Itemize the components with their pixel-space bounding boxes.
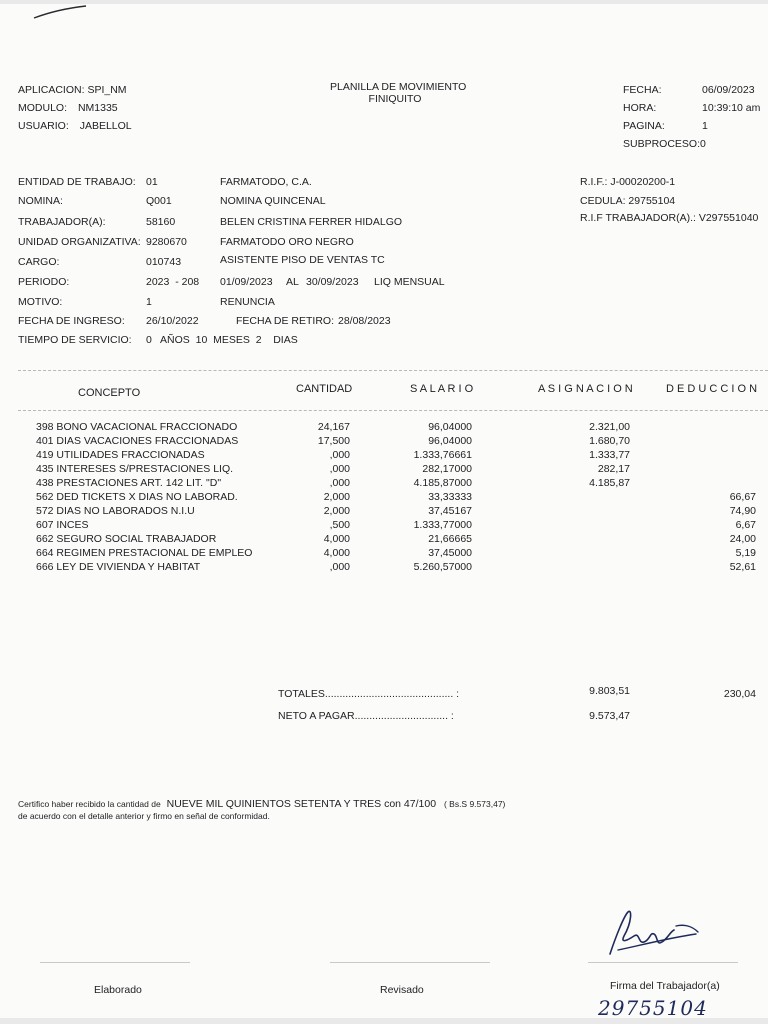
- row-salario: 21,66665: [428, 533, 472, 545]
- title-line-1: PLANILLA DE MOVIMIENTO: [330, 81, 467, 93]
- cargo-label: CARGO:: [18, 256, 60, 268]
- total-asignacion: 9.803,51: [589, 685, 630, 697]
- cargo-code: 010743: [146, 256, 182, 268]
- row-concepto: 562 DED TICKETS X DIAS NO LABORAD.: [36, 491, 238, 503]
- row-concepto: 666 LEY DE VIVIENDA Y HABITAT: [36, 561, 201, 573]
- row-asignacion: 282,17: [597, 463, 630, 475]
- row-asignacion: 2.321,00: [589, 421, 630, 433]
- row-cantidad: ,000: [329, 561, 350, 573]
- row-deduccion: 74,90: [729, 505, 756, 517]
- pagina-value: 1: [702, 120, 708, 132]
- row-cantidad: ,500: [329, 519, 350, 531]
- signature-line-elaborado: [40, 962, 190, 963]
- row-salario: 96,04000: [428, 421, 472, 433]
- row-deduccion: 5,19: [735, 547, 756, 559]
- hora-label: HORA:: [623, 102, 657, 114]
- entidad-code: 01: [146, 176, 158, 188]
- certification-prefix: Certifico haber recibido la cantidad de: [18, 799, 161, 809]
- servicio-value: 0 AÑOS 10 MESES 2 DIAS: [146, 334, 298, 346]
- periodo-to: 30/09/2023: [306, 276, 359, 288]
- table-row: [0, 533, 768, 545]
- row-cantidad: 24,167: [317, 421, 350, 433]
- row-salario: 282,17000: [422, 463, 472, 475]
- col-deduccion: D E D U C C I O N: [666, 383, 758, 395]
- row-concepto: 662 SEGURO SOCIAL TRABAJADOR: [36, 533, 217, 545]
- row-asignacion: 1.333,77: [589, 449, 630, 461]
- row-asignacion: 4.185,87: [589, 477, 630, 489]
- col-salario: S A L A R I O: [410, 383, 474, 395]
- row-cantidad: 2,000: [323, 505, 350, 517]
- row-salario: 1.333,76661: [413, 449, 472, 461]
- row-deduccion: 52,61: [729, 561, 756, 573]
- pagina-label: PAGINA:: [623, 120, 665, 132]
- rif-trabajador-text: R.I.F TRABAJADOR(A).: V297551040: [580, 212, 759, 224]
- table-row: [0, 435, 768, 447]
- neto-label: NETO A PAGAR................................ :: [278, 710, 454, 722]
- cedula-text: CEDULA: 29755104: [580, 195, 676, 207]
- header-module-line: [18, 102, 118, 114]
- row-concepto: 607 INCES: [36, 519, 89, 531]
- row-concepto: 572 DIAS NO LABORADOS N.I.U: [36, 505, 195, 517]
- row-concepto: 401 DIAS VACACIONES FRACCIONADAS: [36, 435, 239, 447]
- entidad-label: ENTIDAD DE TRABAJO:: [18, 176, 136, 188]
- periodo-from: 01/09/2023: [220, 276, 273, 288]
- row-cantidad: ,000: [329, 477, 350, 489]
- cargo-value: ASISTENTE PISO DE VENTAS TC: [220, 254, 385, 266]
- signature-line-trabajador: [588, 962, 738, 963]
- row-salario: 37,45167: [428, 505, 472, 517]
- page-title: [330, 81, 467, 105]
- table-row: [0, 561, 768, 573]
- certification-line-2: de acuerdo con el detalle anterior y firmo en señal de conformidad.: [18, 811, 270, 821]
- trabajador-value: BELEN CRISTINA FERRER HIDALGO: [220, 216, 403, 228]
- table-row: [0, 505, 768, 517]
- motivo-value: RENUNCIA: [220, 296, 275, 308]
- row-salario: 1.333,77000: [413, 519, 472, 531]
- app-value: SPI_NM: [87, 84, 127, 96]
- row-deduccion: 6,67: [735, 519, 756, 531]
- module-label: MODULO:: [18, 102, 68, 114]
- table-row: [0, 477, 768, 489]
- nomina-code: Q001: [146, 195, 172, 207]
- table-row: [0, 519, 768, 531]
- trabajador-code: 58160: [146, 216, 176, 228]
- certification-amount-words: NUEVE MIL QUINIENTOS SETENTA Y TRES con 47/100: [166, 798, 437, 810]
- row-concepto: 664 REGIMEN PRESTACIONAL DE EMPLEO: [36, 547, 253, 559]
- scan-edge-shadow: [0, 0, 768, 4]
- certification-amount: ( Bs.S 9.573,47): [443, 799, 506, 809]
- nomina-value: NOMINA QUINCENAL: [220, 195, 326, 207]
- header-app-line: [18, 84, 127, 96]
- row-concepto: 398 BONO VACACIONAL FRACCIONADO: [36, 421, 238, 433]
- handwritten-cedula: 29755104: [598, 996, 708, 1020]
- periodo-al: AL: [286, 276, 299, 288]
- trabajador-label: TRABAJADOR(A):: [18, 216, 106, 228]
- header-user-line: [18, 120, 132, 132]
- table-row: [0, 449, 768, 461]
- table-header-rule: [18, 410, 768, 411]
- row-cantidad: ,000: [329, 463, 350, 475]
- periodo-label: PERIODO:: [18, 276, 70, 288]
- worker-signature: [598, 906, 708, 962]
- unidad-label: UNIDAD ORGANIZATIVA:: [18, 236, 141, 248]
- fecha-label: FECHA:: [623, 84, 662, 96]
- row-salario: 5.260,57000: [413, 561, 472, 573]
- row-cantidad: 4,000: [323, 547, 350, 559]
- row-deduccion: 24,00: [729, 533, 756, 545]
- row-salario: 33,33333: [428, 491, 472, 503]
- row-asignacion: 1.680,70: [589, 435, 630, 447]
- module-value: NM1335: [77, 102, 118, 114]
- ingreso-value: 26/10/2022: [146, 315, 199, 327]
- totales-label: TOTALES............................................ :: [278, 688, 460, 700]
- entidad-value: FARMATODO, C.A.: [220, 176, 312, 188]
- row-concepto: 419 UTILIDADES FRACCIONADAS: [36, 449, 205, 461]
- motivo-code: 1: [146, 296, 152, 308]
- row-salario: 4.185,87000: [413, 477, 472, 489]
- table-top-rule: [18, 370, 768, 371]
- subproceso-value: 0: [700, 138, 706, 150]
- row-concepto: 438 PRESTACIONES ART. 142 LIT. "D": [36, 477, 222, 489]
- table-row: [0, 421, 768, 433]
- row-salario: 96,04000: [428, 435, 472, 447]
- table-row: [0, 463, 768, 475]
- title-line-2: FINIQUITO: [368, 93, 422, 105]
- motivo-label: MOTIVO:: [18, 296, 63, 308]
- revisado-label: Revisado: [380, 984, 424, 996]
- row-deduccion: 66,67: [729, 491, 756, 503]
- retiro-label: FECHA DE RETIRO:: [236, 315, 335, 327]
- table-row: [0, 491, 768, 503]
- fecha-value: 06/09/2023: [702, 84, 755, 96]
- firma-trabajador-label: Firma del Trabajador(a): [610, 980, 720, 992]
- ingreso-label: FECHA DE INGRESO:: [18, 315, 125, 327]
- app-label: APLICACION:: [18, 84, 85, 96]
- certification-line-1: [18, 798, 505, 810]
- user-value: JABELLOL: [79, 120, 132, 132]
- periodo-code: 2023 - 208: [146, 276, 200, 288]
- row-concepto: 435 INTERESES S/PRESTACIONES LIQ.: [36, 463, 234, 475]
- hora-value: 10:39:10 am: [702, 102, 761, 114]
- row-cantidad: ,000: [329, 449, 350, 461]
- unidad-value: FARMATODO ORO NEGRO: [220, 236, 354, 248]
- elaborado-label: Elaborado: [94, 984, 142, 996]
- total-deduccion: 230,04: [723, 688, 756, 700]
- table-row: [0, 547, 768, 559]
- row-cantidad: 2,000: [323, 491, 350, 503]
- periodo-extra: LIQ MENSUAL: [374, 276, 445, 288]
- pen-stroke-mark: [30, 2, 90, 22]
- unidad-code: 9280670: [146, 236, 187, 248]
- neto-value: 9.573,47: [589, 710, 630, 722]
- row-cantidad: 17,500: [317, 435, 350, 447]
- servicio-label: TIEMPO DE SERVICIO:: [18, 334, 132, 346]
- rif-text: R.I.F.: J-00020200-1: [580, 176, 676, 188]
- signature-line-revisado: [330, 962, 490, 963]
- col-asignacion: A S I G N A C I O N: [538, 383, 633, 395]
- row-cantidad: 4,000: [323, 533, 350, 545]
- col-cantidad: CANTIDAD: [296, 383, 353, 395]
- retiro-value: 28/08/2023: [338, 315, 391, 327]
- user-label: USUARIO:: [18, 120, 69, 132]
- col-concepto: CONCEPTO: [78, 387, 141, 399]
- nomina-label: NOMINA:: [18, 195, 63, 207]
- row-salario: 37,45000: [428, 547, 472, 559]
- subproceso-label: SUBPROCESO:: [623, 138, 701, 150]
